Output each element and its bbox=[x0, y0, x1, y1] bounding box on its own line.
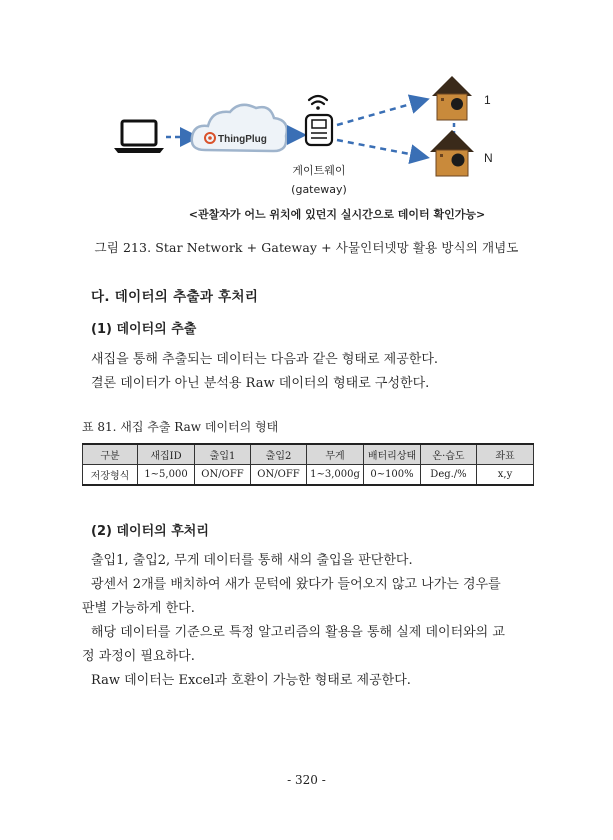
section-heading: 다. 데이터의 추출과 후처리 bbox=[91, 289, 259, 305]
node-n-label: N bbox=[484, 151, 493, 165]
table-header-cell: 무게 bbox=[307, 444, 364, 465]
table-cell: 0~100% bbox=[364, 465, 421, 486]
wifi-icon bbox=[309, 96, 327, 110]
table-cell: ON/OFF bbox=[251, 465, 307, 486]
table-cell: x,y bbox=[477, 465, 534, 486]
postprocessing-line: 정 과정이 필요하다. bbox=[82, 649, 195, 664]
postprocessing-line: 출입1, 출입2, 무게 데이터를 통해 새의 출입을 판단한다. bbox=[91, 553, 413, 568]
table-header-cell: 배터리상태 bbox=[364, 444, 421, 465]
table-header-cell: 새집ID bbox=[138, 444, 195, 465]
subsection-title-extraction: (1) 데이터의 추출 bbox=[91, 322, 197, 337]
gateway-sublabel: (gateway) bbox=[291, 183, 347, 196]
birdhouse-icon bbox=[432, 76, 472, 120]
table-header-cell: 출입1 bbox=[195, 444, 251, 465]
diagram-inner-caption: <관찰자가 어느 위치에 있던지 실시간으로 데이터 확인가능> bbox=[188, 208, 486, 221]
table-cell: 1~5,000 bbox=[138, 465, 195, 486]
birdhouse-icon bbox=[430, 130, 474, 176]
table-header-cell: 출입2 bbox=[251, 444, 307, 465]
table-cell: 저장형식 bbox=[83, 465, 138, 486]
gateway-label: 게이트웨이 bbox=[292, 164, 346, 177]
figure-caption: 그림 213. Star Network + Gateway + 사물인터넷망 활용 방식의 개념도 bbox=[94, 240, 519, 255]
laptop-icon bbox=[114, 121, 164, 153]
table-cell: 1~3,000g bbox=[307, 465, 364, 486]
arrow-gateway-node1 bbox=[337, 100, 425, 125]
table-caption: 표 81. 새집 추출 Raw 데이터의 형태 bbox=[82, 420, 279, 434]
network-diagram bbox=[0, 0, 613, 240]
postprocessing-paragraph bbox=[82, 549, 533, 693]
postprocessing-line: 해당 데이터를 기준으로 특정 알고리즘의 활용을 통해 실제 데이터와의 교 bbox=[91, 625, 505, 640]
cloud-label: ThingPlug bbox=[218, 134, 267, 145]
extraction-line: 새집을 통해 추출되는 데이터는 다음과 같은 형태로 제공한다. bbox=[91, 352, 439, 367]
page-number: - 320 - bbox=[287, 773, 326, 787]
gateway-icon bbox=[306, 115, 332, 145]
subsection-title-postprocessing: (2) 데이터의 후처리 bbox=[91, 524, 209, 539]
extraction-line: 결론 데이터가 아닌 분석용 Raw 데이터의 형태로 구성한다. bbox=[91, 376, 430, 391]
table-header-cell: 구분 bbox=[83, 444, 138, 465]
postprocessing-line: Raw 데이터는 Excel과 호환이 가능한 형태로 제공한다. bbox=[91, 673, 411, 688]
table-header-cell: 좌표 bbox=[477, 444, 534, 465]
node-1-label: 1 bbox=[484, 93, 491, 107]
arrow-gateway-noden bbox=[337, 140, 425, 157]
table-header-cell: 온·습도 bbox=[421, 444, 477, 465]
table-cell: Deg./% bbox=[421, 465, 477, 486]
table-header-row bbox=[83, 444, 534, 465]
postprocessing-line: 광센서 2개를 배치하여 새가 문턱에 왔다가 들어오지 않고 나가는 경우를 bbox=[91, 577, 501, 592]
extraction-paragraph bbox=[91, 348, 531, 396]
table-row bbox=[83, 465, 534, 486]
table-cell: ON/OFF bbox=[195, 465, 251, 486]
raw-data-table bbox=[82, 443, 534, 486]
postprocessing-line: 판별 가능하게 한다. bbox=[82, 601, 195, 616]
